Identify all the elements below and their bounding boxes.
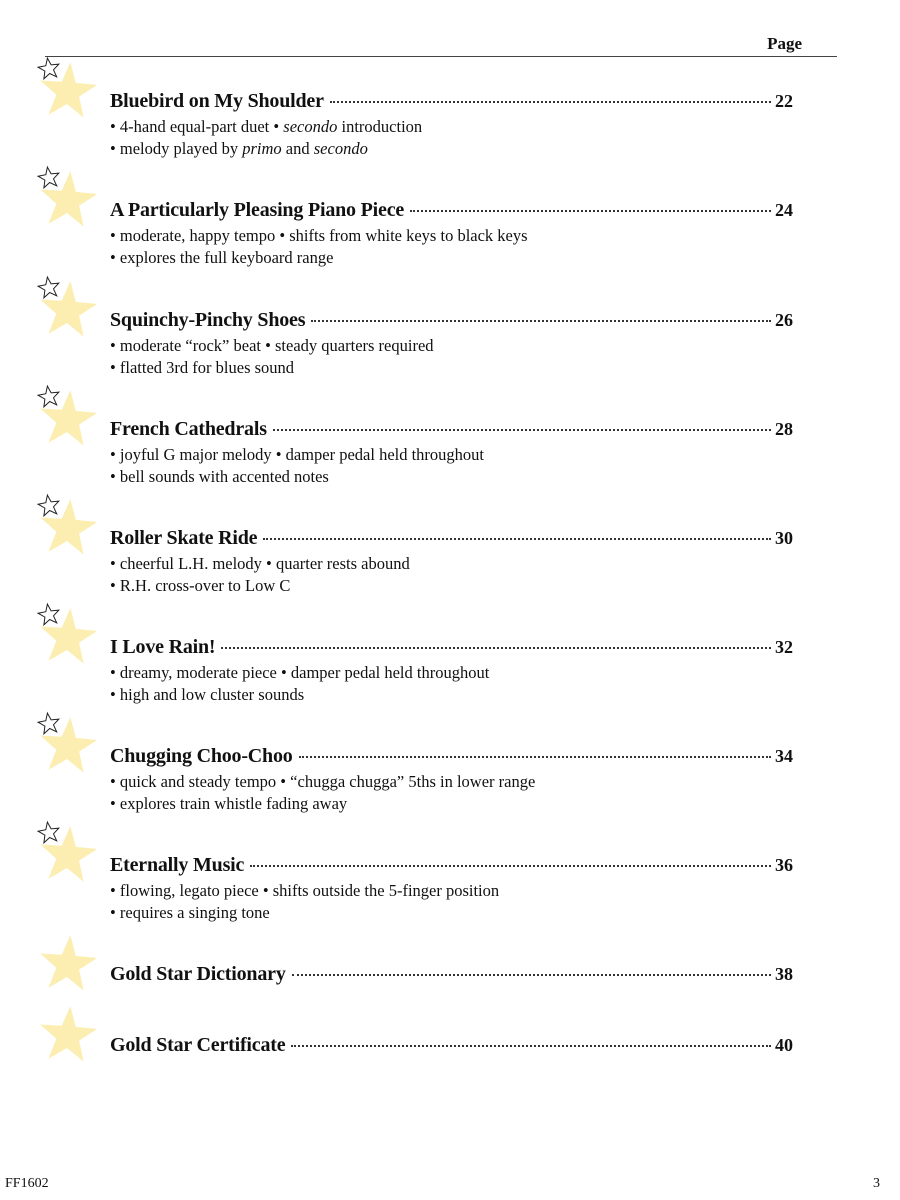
toc-title-line xyxy=(110,636,793,662)
toc-description-line: • melody played by primo and secondo xyxy=(110,138,368,158)
toc-description xyxy=(110,444,484,487)
toc-title: Roller Skate Ride xyxy=(110,527,258,549)
toc-page-number: 34 xyxy=(775,746,793,766)
toc-title-line xyxy=(110,309,793,335)
page-header xyxy=(45,34,837,57)
outline-star-icon xyxy=(38,277,59,298)
toc-page-number: 40 xyxy=(775,1035,793,1055)
dot-leader xyxy=(311,320,771,322)
toc-description xyxy=(110,116,422,159)
page-column-label: Page xyxy=(767,34,802,53)
outline-star-icon xyxy=(38,604,59,625)
toc-page-number: 30 xyxy=(775,528,793,548)
footer-catalog-code: FF1602 xyxy=(5,1176,49,1191)
toc-description xyxy=(110,771,535,814)
gold-star-icon xyxy=(34,820,98,884)
toc-description-line: • explores train whistle fading away xyxy=(110,793,348,813)
toc-description-line: • requires a singing tone xyxy=(110,902,270,922)
gold-star-icon xyxy=(34,56,98,120)
toc-description-line: • dreamy, moderate piece • damper pedal held throughout xyxy=(110,663,490,682)
toc-description-line: • flatted 3rd for blues sound xyxy=(110,357,295,377)
toc-page-number: 22 xyxy=(775,91,793,111)
outline-star-icon xyxy=(38,386,59,407)
toc-title: Bluebird on My Shoulder xyxy=(110,90,324,112)
toc-title: Squinchy-Pinchy Shoes xyxy=(110,309,306,331)
toc-description-line: • cheerful L.H. melody • quarter rests abound xyxy=(110,554,410,573)
footer-page-number: 3 xyxy=(873,1176,880,1191)
dot-leader xyxy=(250,865,771,867)
dot-leader xyxy=(292,974,771,976)
toc-description xyxy=(110,662,489,705)
dot-leader xyxy=(273,429,771,431)
toc-title-line xyxy=(110,199,793,225)
gold-star-icon xyxy=(34,165,98,229)
toc-title-line xyxy=(110,745,793,771)
outline-star-icon xyxy=(38,713,59,734)
toc-title-line xyxy=(110,963,793,989)
toc-description-line: • explores the full keyboard range xyxy=(110,247,334,267)
outline-star-icon xyxy=(38,167,59,188)
toc-page-number: 26 xyxy=(775,310,793,330)
toc-page-number: 28 xyxy=(775,419,793,439)
toc-description-line: • flowing, legato piece • shifts outside the 5-finger position xyxy=(110,881,500,900)
toc-description-line: • 4-hand equal-part duet • secondo introduction xyxy=(110,117,423,136)
gold-star-icon xyxy=(34,275,98,339)
gold-star-icon xyxy=(34,711,98,775)
toc-title-line xyxy=(110,527,793,553)
gold-star-icon xyxy=(34,1000,98,1064)
italic-term: primo xyxy=(242,138,282,158)
toc-title-line xyxy=(110,90,793,116)
toc-title-line xyxy=(110,854,793,880)
italic-term: secondo xyxy=(283,117,338,136)
toc-title: Eternally Music xyxy=(110,854,245,876)
toc-title: Chugging Choo-Choo xyxy=(110,745,293,767)
toc-description xyxy=(110,553,410,596)
dot-leader xyxy=(263,538,771,540)
dot-leader xyxy=(410,210,771,212)
dot-leader xyxy=(221,647,771,649)
toc-page-number: 36 xyxy=(775,855,793,875)
gold-star-icon xyxy=(34,493,98,557)
toc-description-line: • bell sounds with accented notes xyxy=(110,466,329,486)
toc-title: Gold Star Dictionary xyxy=(110,963,286,985)
toc-description-line: • joyful G major melody • damper pedal held throughout xyxy=(110,445,485,464)
outline-star-icon xyxy=(38,495,59,516)
toc-description-line: • moderate, happy tempo • shifts from white keys to black keys xyxy=(110,226,528,245)
toc-description-line: • high and low cluster sounds xyxy=(110,684,305,704)
outline-star-icon xyxy=(38,822,59,843)
toc-description xyxy=(110,335,434,378)
toc-description-line: • moderate “rock” beat • steady quarters required xyxy=(110,336,434,355)
toc-title: A Particularly Pleasing Piano Piece xyxy=(110,199,405,221)
gold-star-icon xyxy=(34,384,98,448)
toc-title-line xyxy=(110,418,793,444)
toc-page-number: 24 xyxy=(775,200,793,220)
toc-description xyxy=(110,880,499,923)
dot-leader xyxy=(330,101,771,103)
italic-term: secondo xyxy=(313,138,368,158)
toc-title: I Love Rain! xyxy=(110,636,216,658)
toc-title: French Cathedrals xyxy=(110,418,267,440)
toc-title-line xyxy=(110,1034,793,1060)
gold-star-icon xyxy=(34,929,98,993)
toc-title: Gold Star Certificate xyxy=(110,1034,286,1056)
dot-leader xyxy=(291,1045,771,1047)
gold-star-icon xyxy=(34,602,98,666)
toc-description xyxy=(110,225,528,268)
dot-leader xyxy=(299,756,771,758)
toc-description-line: • quick and steady tempo • “chugga chugga” 5ths in lower range xyxy=(110,772,536,791)
toc-description-line: • R.H. cross-over to Low C xyxy=(110,575,291,595)
toc-page-number: 38 xyxy=(775,964,793,984)
toc-page-number: 32 xyxy=(775,637,793,657)
outline-star-icon xyxy=(38,58,59,79)
